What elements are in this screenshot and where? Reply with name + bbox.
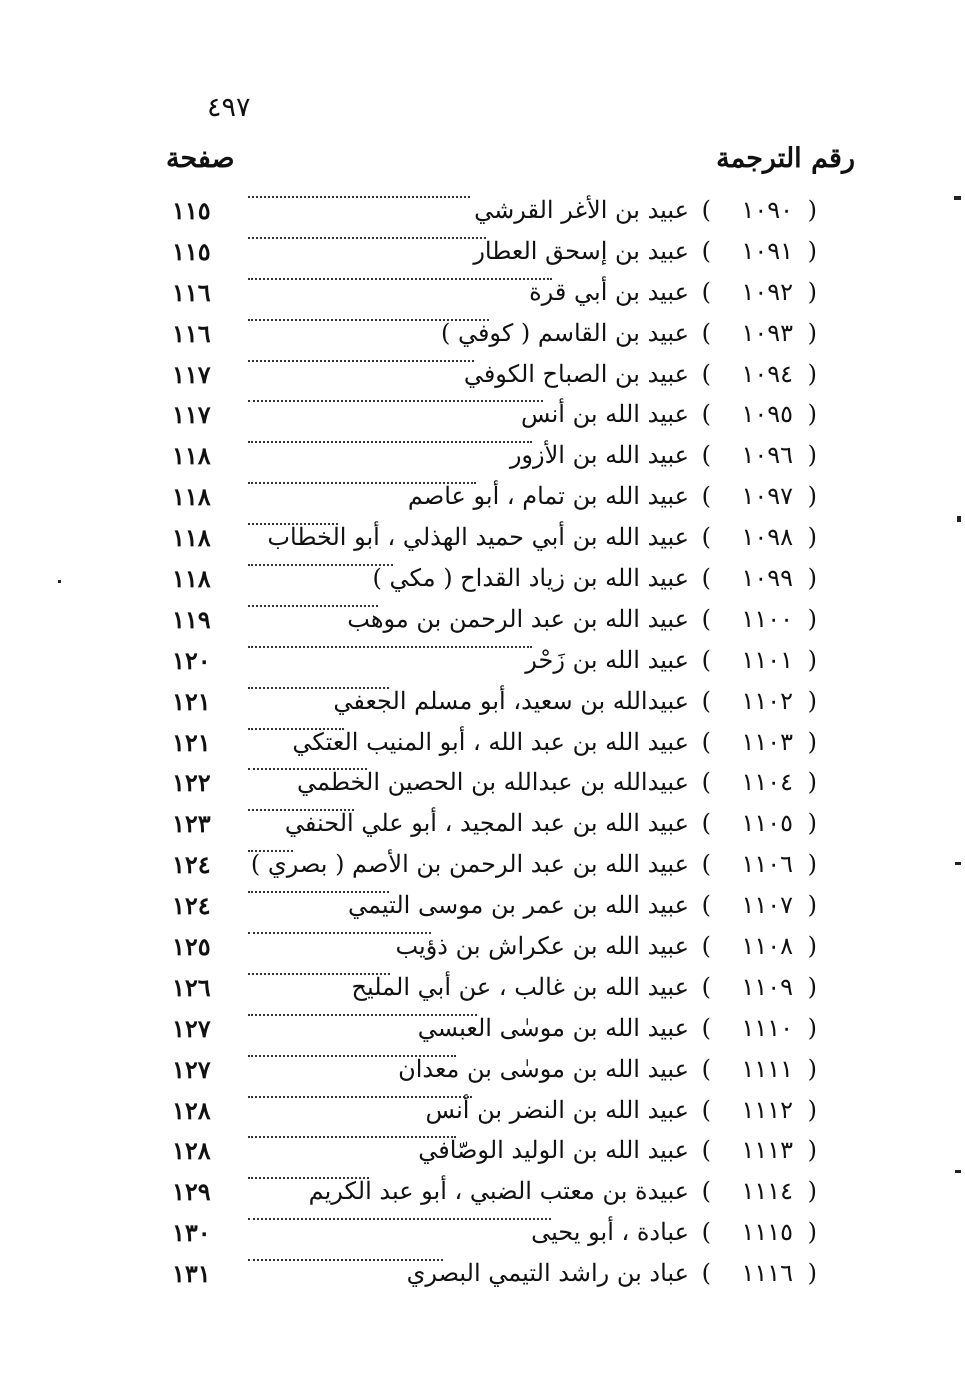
- entries-list: [0, 190, 965, 1294]
- entry-name: عبيد الله بن تمام ، أبو عاصم: [407, 482, 689, 511]
- entry-number: ١١٠٠: [741, 604, 793, 633]
- header-page: صفحة: [166, 143, 235, 174]
- open-paren: (: [807, 686, 817, 715]
- entry-number: ١١٠٦: [741, 850, 793, 879]
- entry-page: ١١٦: [172, 277, 211, 307]
- close-paren: ): [701, 604, 711, 633]
- entry-name: عبيد الله بن عبد الرحمن بن موهب: [347, 604, 689, 633]
- dot-leader: [248, 809, 354, 811]
- close-paren: ): [701, 727, 711, 756]
- entry-name: عبيد الله بن عمر بن موسى التيمي: [347, 891, 689, 920]
- close-paren: ): [701, 686, 711, 715]
- table-row: [0, 394, 965, 435]
- entry-page: ١١٥: [172, 196, 211, 225]
- dot-leader: [248, 237, 486, 239]
- entry-page: ١٢٦: [172, 972, 211, 1002]
- open-paren: (: [807, 1136, 817, 1165]
- entry-page: ١٢٠: [172, 645, 211, 675]
- close-paren: ): [701, 1177, 711, 1206]
- close-paren: ): [701, 645, 711, 674]
- entry-name: عبيد الله بن موسٰى بن معدان: [398, 1054, 689, 1083]
- entry-number: ١١٠١: [741, 645, 793, 674]
- table-row: [0, 844, 965, 885]
- table-row: [0, 354, 965, 395]
- entry-name: عبيد الله بن عكراش بن ذؤيب: [395, 932, 689, 961]
- entry-page: ١١٧: [172, 400, 211, 430]
- close-paren: ): [701, 277, 711, 306]
- entry-page: ١١٦: [172, 318, 211, 348]
- entry-number: ١١٠٣: [741, 727, 793, 756]
- table-row: [0, 1008, 965, 1049]
- dot-leader: [248, 319, 489, 321]
- close-paren: ): [701, 564, 711, 593]
- dot-leader: [248, 1218, 551, 1220]
- close-paren: ): [701, 768, 711, 797]
- open-paren: (: [807, 768, 817, 797]
- table-row: [0, 885, 965, 926]
- open-paren: (: [807, 809, 817, 838]
- open-paren: (: [807, 850, 817, 879]
- scan-speck: [955, 862, 961, 865]
- entry-page: ١٢٥: [172, 932, 211, 962]
- dot-leader: [248, 932, 431, 934]
- entry-number: ١١١٣: [741, 1136, 793, 1165]
- entry-page: ١١٧: [172, 359, 211, 389]
- open-paren: (: [807, 196, 817, 224]
- open-paren: (: [807, 441, 817, 470]
- close-paren: ): [701, 196, 711, 224]
- dot-leader: [248, 605, 378, 607]
- entry-number: ١٠٩٢: [741, 277, 793, 306]
- entry-name: عبيدالله بن سعيد، أبو مسلم الجعفي: [333, 686, 689, 715]
- scan-speck: [955, 1170, 961, 1173]
- table-row: [0, 272, 965, 313]
- entry-page: ١١٨: [172, 441, 211, 471]
- table-row: [0, 476, 965, 517]
- entry-page: ١٢٧: [172, 1013, 211, 1043]
- close-paren: ): [701, 1136, 711, 1165]
- close-paren: ): [701, 891, 711, 920]
- open-paren: (: [807, 1177, 817, 1206]
- close-paren: ): [701, 932, 711, 961]
- entry-number: ١٠٩٩: [741, 564, 793, 593]
- entry-number: ١١١٥: [741, 1218, 793, 1247]
- entry-page: ١٢٨: [172, 1095, 211, 1125]
- table-row: [0, 599, 965, 640]
- entry-number: ١٠٩٧: [741, 482, 793, 511]
- entry-number: ١١١٠: [741, 1013, 793, 1042]
- close-paren: ): [701, 400, 711, 429]
- dot-leader: [248, 441, 532, 443]
- open-paren: (: [807, 1218, 817, 1247]
- table-row: [0, 1212, 965, 1253]
- table-row: [0, 681, 965, 722]
- entry-page: ١٢٣: [172, 809, 211, 839]
- dot-leader: [248, 278, 552, 280]
- table-row: [0, 640, 965, 681]
- dot-leader: [248, 1096, 472, 1098]
- entry-page: ١٢٩: [172, 1177, 211, 1207]
- entry-number: ١٠٩٤: [741, 359, 793, 388]
- entry-name: عبيد بن القاسم ( كوفي ): [440, 318, 689, 347]
- open-paren: (: [807, 318, 817, 347]
- entry-number: ١٠٩٠: [741, 196, 793, 224]
- table-row: [0, 558, 965, 599]
- entry-name: عبيد الله بن عبد الرحمن بن الأصم ( بصري ): [250, 850, 689, 879]
- entry-page: ١١٨: [172, 482, 211, 512]
- close-paren: ): [701, 1218, 711, 1247]
- table-row: [0, 1130, 965, 1171]
- entry-page: ١١٥: [172, 236, 211, 266]
- entry-number: ١٠٩١: [741, 236, 793, 265]
- open-paren: (: [807, 564, 817, 593]
- header-entry-number: رقم الترجمة: [716, 143, 855, 174]
- entry-page: ١١٨: [172, 523, 211, 553]
- open-paren: (: [807, 1054, 817, 1083]
- entry-page: ١٣٠: [172, 1218, 211, 1248]
- entry-page: ١٢٤: [172, 891, 211, 921]
- entry-name: عبيد الله بن غالب ، عن أبي المليح: [351, 972, 689, 1001]
- entry-page: ١٢٤: [172, 850, 211, 880]
- dot-leader: [248, 891, 389, 893]
- entry-number: ١١١٢: [741, 1095, 793, 1124]
- dot-leader: [248, 400, 543, 402]
- open-paren: (: [807, 482, 817, 511]
- entry-page: ١٢٧: [172, 1054, 211, 1084]
- entry-name: عبيد بن الصباح الكوفي: [463, 359, 689, 388]
- open-paren: (: [807, 1095, 817, 1124]
- entry-name: عبيد الله بن عبد الله ، أبو المنيب العتكي: [292, 727, 689, 756]
- close-paren: ): [701, 1054, 711, 1083]
- entry-number: ١٠٩٣: [741, 318, 793, 347]
- entry-name: عبيد بن أبي قرة: [529, 277, 689, 306]
- table-row: [0, 803, 965, 844]
- open-paren: (: [807, 1259, 817, 1288]
- entry-number: ١١١١: [741, 1054, 793, 1083]
- scan-speck: [957, 516, 961, 522]
- table-row: [0, 762, 965, 803]
- entry-number: ١١٠٢: [741, 686, 793, 715]
- close-paren: ): [701, 236, 711, 265]
- dot-leader: [248, 850, 293, 852]
- table-row: [0, 517, 965, 558]
- entry-number: ١١٠٩: [741, 972, 793, 1001]
- entry-number: ١١١٦: [741, 1259, 793, 1288]
- entry-number: ١٠٩٥: [741, 400, 793, 429]
- entry-name: عبيد الله بن زياد القداح ( مكي ): [372, 564, 689, 593]
- table-row: [0, 1253, 965, 1294]
- entry-number: ١١٠٨: [741, 932, 793, 961]
- open-paren: (: [807, 236, 817, 265]
- dot-leader: [248, 564, 393, 566]
- entry-name: عبيد بن إسحق العطار: [473, 236, 689, 265]
- entry-name: عبيد بن الأغر القرشي: [474, 196, 689, 224]
- close-paren: ): [701, 850, 711, 879]
- dot-leader: [248, 646, 532, 648]
- dot-leader: [248, 768, 367, 770]
- entry-name: عبيدة بن معتب الضبي ، أبو عبد الكريم: [308, 1177, 689, 1206]
- table-row: [0, 926, 965, 967]
- dot-leader: [248, 1136, 456, 1138]
- dot-leader: [248, 687, 389, 689]
- open-paren: (: [807, 400, 817, 429]
- open-paren: (: [807, 523, 817, 552]
- open-paren: (: [807, 1013, 817, 1042]
- entry-page: ١١٩: [172, 604, 211, 634]
- entry-number: ١١١٤: [741, 1177, 793, 1206]
- scan-speck: [954, 196, 961, 200]
- entry-page: ١١٨: [172, 564, 211, 594]
- entry-name: عبيد الله بن النضر بن أنس: [425, 1095, 689, 1124]
- table-row: [0, 190, 965, 231]
- entry-name: عبيد الله بن عبد المجيد ، أبو علي الحنفي: [284, 809, 689, 838]
- entry-page: ١٢٨: [172, 1136, 211, 1166]
- entry-name: عباد بن راشد التيمي البصري: [406, 1259, 689, 1288]
- close-paren: ): [701, 1259, 711, 1288]
- close-paren: ): [701, 1013, 711, 1042]
- close-paren: ): [701, 523, 711, 552]
- entry-name: عبيد الله بن أبي حميد الهذلي ، أبو الخطاب: [267, 523, 689, 552]
- close-paren: ): [701, 441, 711, 470]
- close-paren: ): [701, 318, 711, 347]
- entry-name: عبيد الله بن أنس: [521, 400, 689, 429]
- page-number: ٤٩٧: [207, 92, 251, 123]
- entry-name: عبيد الله بن الوليد الوصّافي: [418, 1136, 689, 1165]
- entry-page: ١٣١: [172, 1259, 211, 1289]
- close-paren: ): [701, 1095, 711, 1124]
- dot-leader: [248, 728, 344, 730]
- dot-leader: [248, 1055, 456, 1057]
- table-row: [0, 231, 965, 272]
- close-paren: ): [701, 972, 711, 1001]
- entry-page: ١٢١: [172, 686, 211, 716]
- dot-leader: [248, 196, 470, 198]
- table-row: [0, 722, 965, 763]
- open-paren: (: [807, 277, 817, 306]
- table-row: [0, 313, 965, 354]
- table-row: [0, 967, 965, 1008]
- dot-leader: [248, 1259, 443, 1261]
- open-paren: (: [807, 932, 817, 961]
- open-paren: (: [807, 727, 817, 756]
- close-paren: ): [701, 809, 711, 838]
- dot-leader: [248, 523, 338, 525]
- scan-speck: [58, 580, 61, 583]
- open-paren: (: [807, 645, 817, 674]
- entry-number: ١٠٩٦: [741, 441, 793, 470]
- open-paren: (: [807, 891, 817, 920]
- entry-number: ١٠٩٨: [741, 523, 793, 552]
- entry-page: ١٢٢: [172, 768, 211, 798]
- open-paren: (: [807, 359, 817, 388]
- entry-number: ١١٠٥: [741, 809, 793, 838]
- entry-number: ١١٠٧: [741, 891, 793, 920]
- entry-name: عبيدالله بن عبدالله بن الحصين الخطمي: [296, 768, 689, 797]
- table-row: [0, 1090, 965, 1131]
- entry-page: ١٢١: [172, 727, 211, 757]
- dot-leader: [248, 482, 476, 484]
- entry-name: عبادة ، أبو يحيى: [531, 1218, 689, 1247]
- open-paren: (: [807, 972, 817, 1001]
- close-paren: ): [701, 482, 711, 511]
- dot-leader: [248, 973, 390, 975]
- entry-name: عبيد الله بن الأزور: [509, 441, 689, 470]
- table-row: [0, 1049, 965, 1090]
- close-paren: ): [701, 359, 711, 388]
- dot-leader: [248, 1177, 369, 1179]
- table-row: [0, 1171, 965, 1212]
- table-row: [0, 435, 965, 476]
- open-paren: (: [807, 604, 817, 633]
- dot-leader: [248, 1014, 477, 1016]
- entry-name: عبيد الله بن زَحْر: [525, 645, 689, 674]
- entry-number: ١١٠٤: [741, 768, 793, 797]
- dot-leader: [248, 360, 474, 362]
- entry-name: عبيد الله بن موسٰى العبسي: [417, 1013, 689, 1042]
